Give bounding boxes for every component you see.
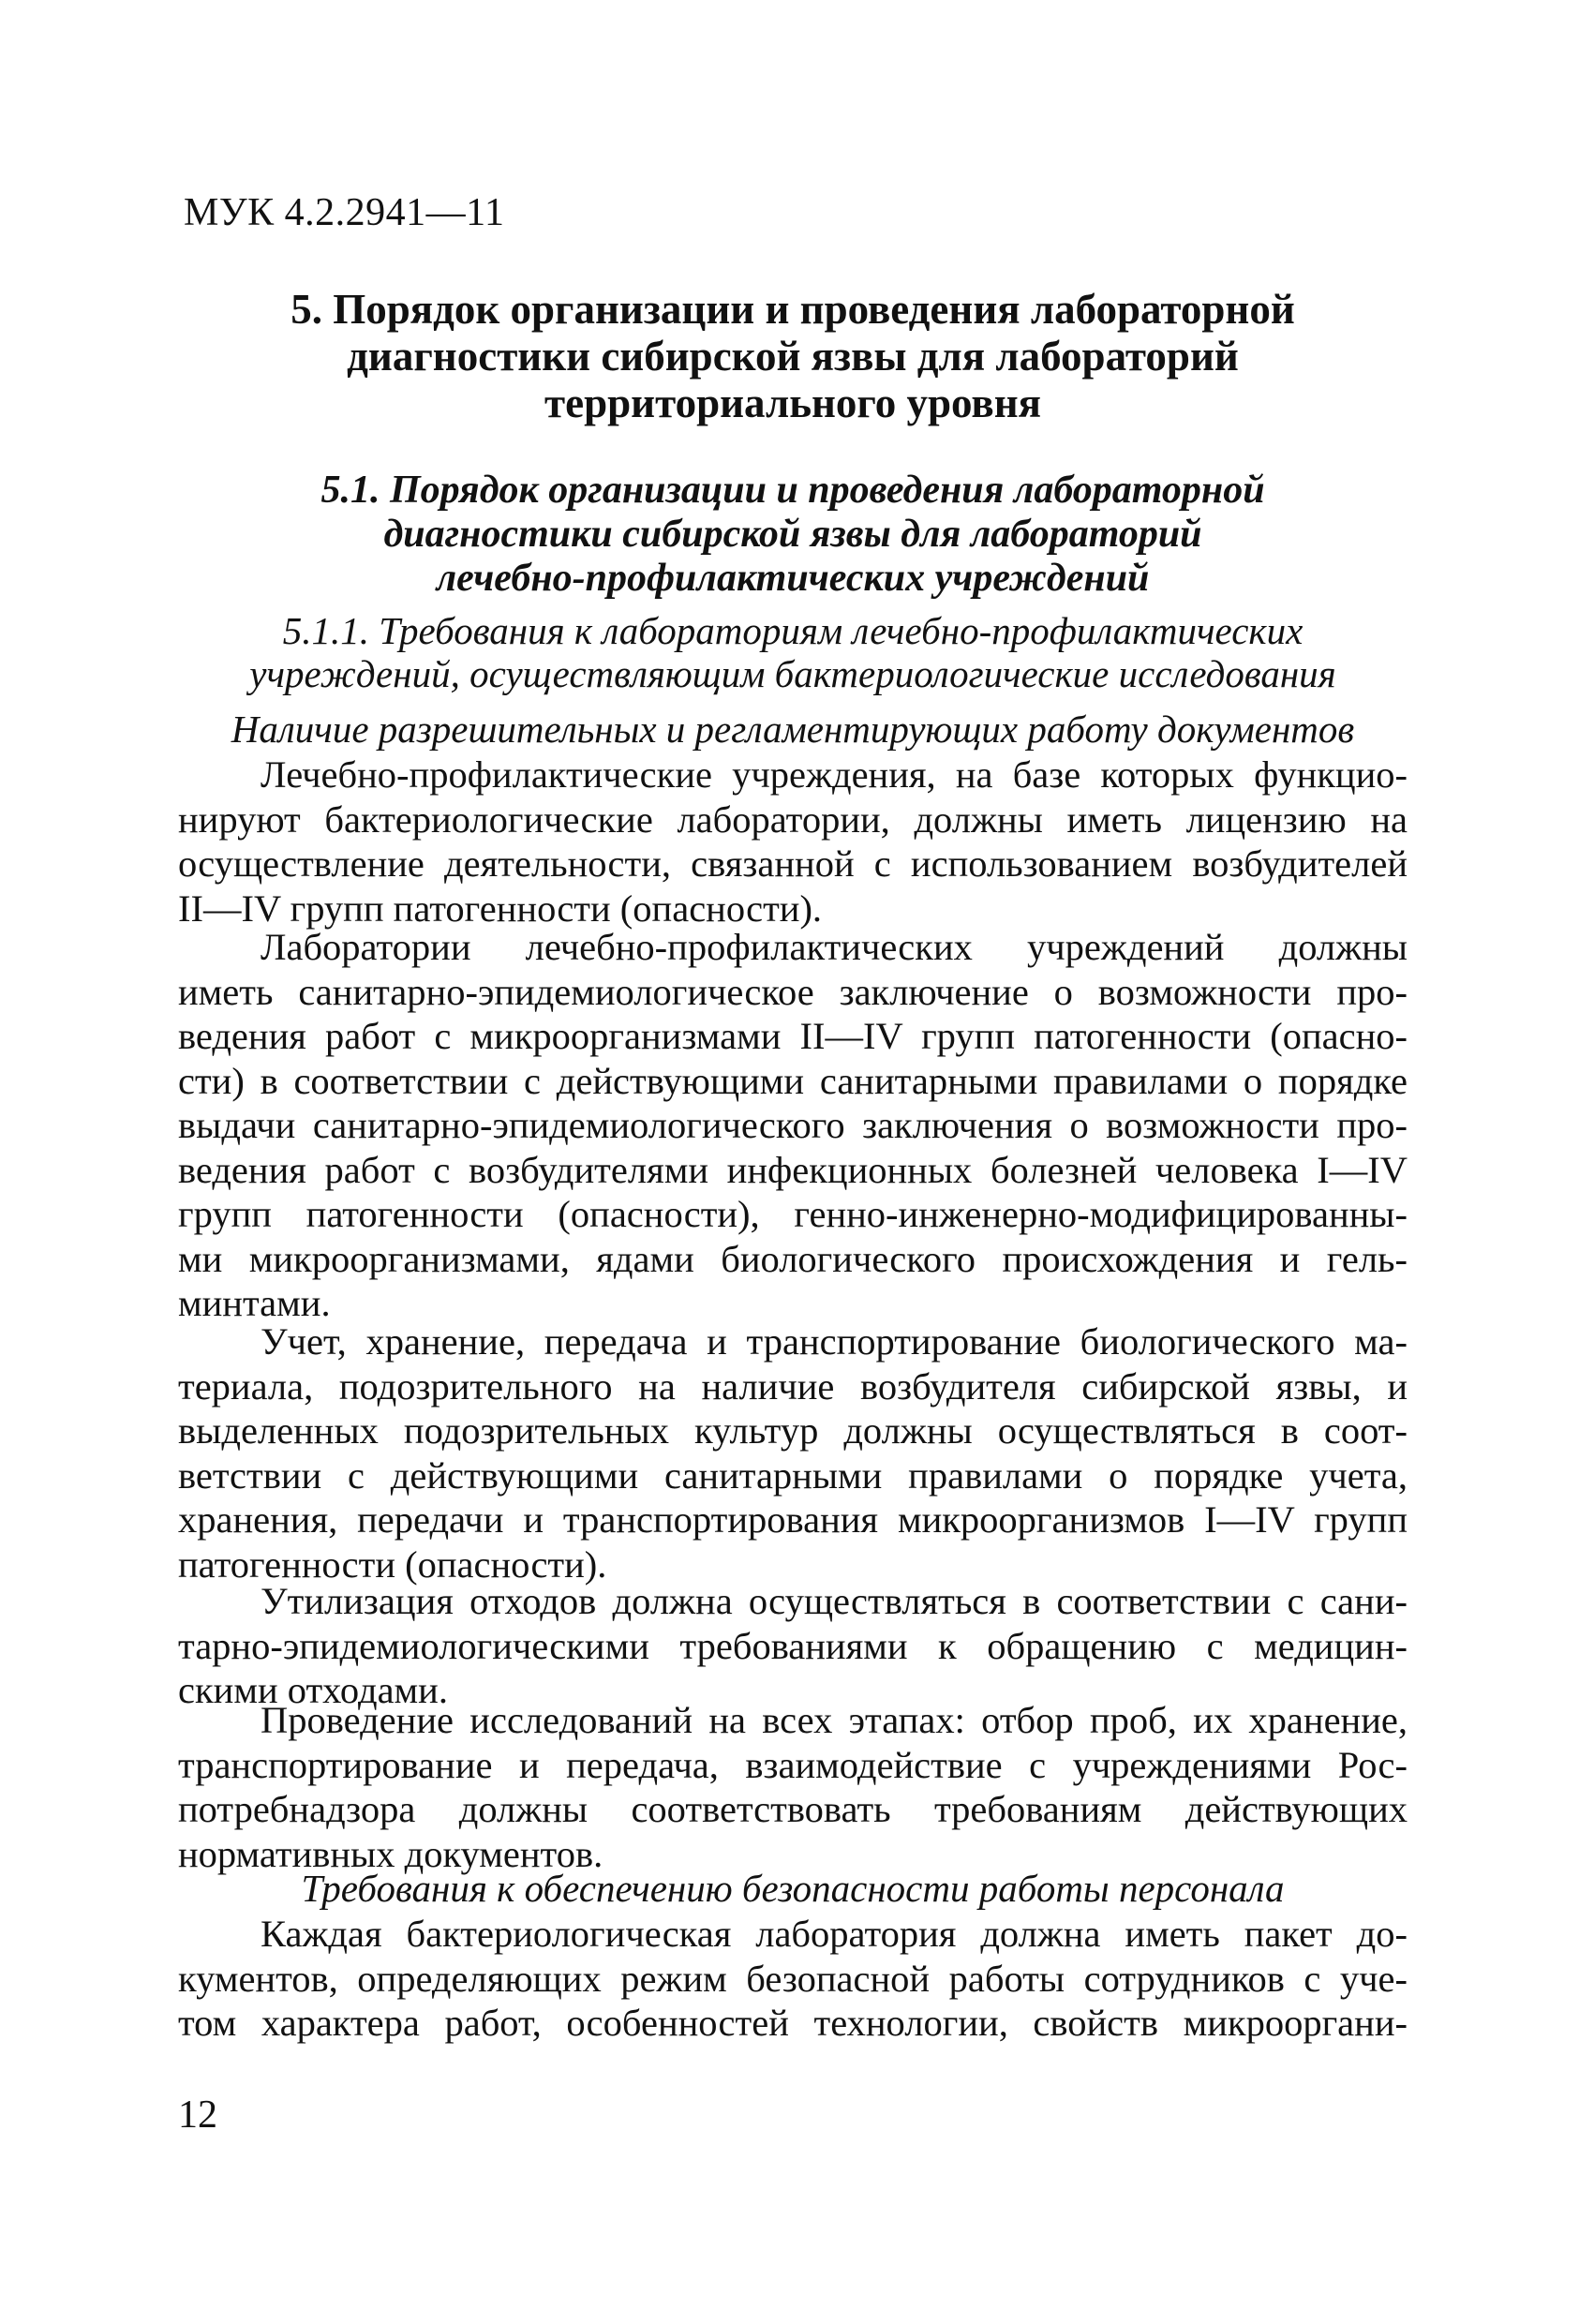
section-title-line: 5. Порядок организации и проведения лабораторной [290,286,1295,333]
paragraph-line: кументов, определяющих режим безопасной работы сотрудников с уче- [178,1957,1408,2000]
paragraph-line: патогенности (опасности). [178,1542,607,1586]
subheading-safety: Требования к обеспечению безопасности работы персонала [301,1867,1285,1910]
paragraph-line: хранения, передачи и транспортирования микроорганизмов I—IV групп [178,1498,1408,1541]
paragraph-line: нормативных документов. [178,1832,603,1875]
paragraph-line: выдачи санитарно-эпидемиологического заключения о возможности про- [178,1104,1408,1146]
paragraph-line: ми микроорганизмами, ядами биологического происхождения и гель- [178,1237,1408,1280]
paragraph-line: Лечебно-профилактические учреждения, на базе которых функцио- [261,753,1408,796]
paragraph-line: ведения работ с возбудителями инфекционных болезней человека I—IV [178,1148,1408,1191]
paragraph-line: выделенных подозрительных культур должны осуществляться в соот- [178,1409,1408,1452]
subsubsection-title-line: учреждений, осуществляющим бактериологические исследования [249,652,1336,695]
paragraph-line: минтами. [178,1282,331,1324]
subheading-permits: Наличие разрешительных и регламентирующих работу документов [231,708,1355,751]
page-number: 12 [178,2093,217,2137]
paragraph-sanitary-conclusion [178,925,1408,1326]
paragraph-line: осуществление деятельности, связанной с использованием возбудителей [178,842,1408,885]
section-title-line: территориального уровня [544,380,1041,426]
paragraph-line: Утилизация отходов должна осуществляться в соответствии с сани- [261,1580,1408,1622]
paragraph-waste-disposal [178,1579,1408,1713]
paragraph-licensing [178,752,1408,931]
paragraph-line: Учет, хранение, передача и транспортирование биологического ма- [261,1320,1408,1363]
paragraph-material-handling [178,1319,1408,1587]
paragraph-line: нируют бактериологические лаборатории, должны иметь лицензию на [178,797,1408,841]
paragraph-line: ведения работ с микроорганизмами II—IV групп патогенности (опасно- [178,1015,1408,1057]
subsection-title-line: диагностики сибирской язвы для лабораторий [383,513,1202,556]
paragraph-line: транспортирование и передача, взаимодействие с учреждениями Рос- [178,1743,1408,1786]
paragraph-research-stages [178,1698,1408,1876]
paragraph-line: том характера работ, особенностей технологии, свойств микрооргани- [178,2002,1408,2044]
paragraph-line: сти) в соответствии с действующими санитарными правилами о порядке [178,1059,1408,1102]
subsection-title-line: 5.1. Порядок организации и проведения лабораторной [320,469,1265,512]
paragraph-line: групп патогенности (опасности), генно-инженерно-модифицированны- [178,1193,1408,1235]
subsubsection-title-line: 5.1.1. Требования к лабораториям лечебно-профилактических [282,609,1304,652]
paragraph-line: иметь санитарно-эпидемиологическое заключение о возможности про- [178,970,1408,1013]
paragraph-safety-documents [178,1912,1408,2046]
paragraph-line: скими отходами. [178,1669,448,1711]
paragraph-line: Проведение исследований на всех этапах: отбор проб, их хранение, [261,1699,1408,1741]
section-title-line: диагностики сибирской язвы для лабораторий [347,333,1239,380]
paragraph-line: ветствии с действующими санитарными правилами о порядке учета, [178,1453,1408,1497]
subsection-title [178,469,1408,601]
subsection-title-line: лечебно-профилактических учреждений [436,557,1150,600]
paragraph-line: тарно-эпидемиологическими требованиями к обращению с медицин- [178,1624,1408,1667]
paragraph-line: териала, подозрительного на наличие возбудителя сибирской язвы, и [178,1364,1408,1408]
paragraph-line: Лаборатории лечебно-профилактических учреждений должны [261,926,1408,968]
document-code-header: МУК 4.2.2941—11 [184,191,505,234]
paragraph-line: Каждая бактериологическая лаборатория должна иметь пакет до- [261,1913,1408,1955]
paragraph-line: II—IV групп патогенности (опасности). [178,886,823,930]
subsubsection-title [178,609,1408,695]
section-title [178,286,1408,426]
paragraph-line: потребнадзора должны соответствовать требованиям действующих [178,1788,1408,1830]
